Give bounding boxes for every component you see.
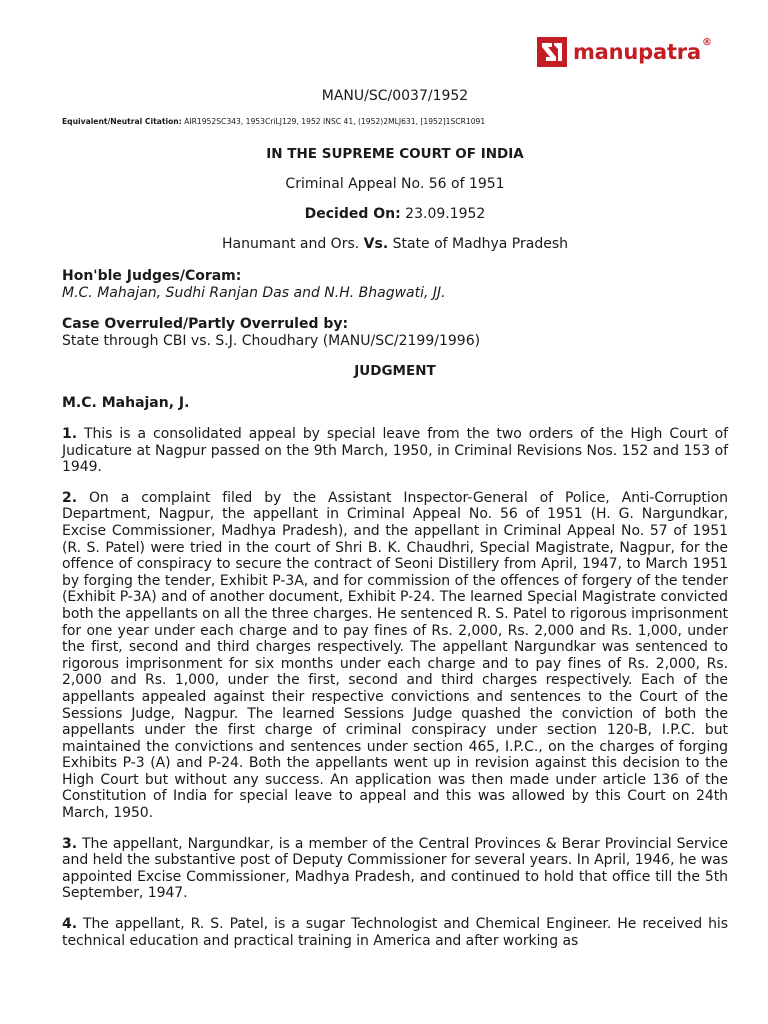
judgment-heading: JUDGMENT bbox=[354, 363, 436, 379]
document-body bbox=[62, 86, 728, 949]
brand-name: manupatra bbox=[573, 40, 701, 64]
versus: Vs. bbox=[363, 236, 389, 252]
equivalent-citation-label: Equivalent/Neutral Citation: bbox=[62, 117, 182, 126]
registered-mark: ® bbox=[701, 36, 712, 48]
parties bbox=[62, 234, 728, 254]
paragraph-3 bbox=[62, 836, 728, 902]
paragraph-number: 4. bbox=[62, 916, 77, 933]
paragraph-number: 2. bbox=[62, 489, 77, 506]
equivalent-citation-value: AIR1952SC343, 1953CriLJ129, 1952 INSC 41, (1952)2MLJ631, [1952]1SCR1091 bbox=[181, 117, 486, 126]
appeal-number: Criminal Appeal No. 56 of 1951 bbox=[285, 176, 505, 192]
paragraph-number: 1. bbox=[62, 426, 77, 442]
paragraph-text: On a complaint filed by the Assistant Inspector-General of Police, Anti-Corruption Department, Nagpur, the appellant in Criminal Appeal No. 56 of 1951 (H. G. Nargundkar, Excise Commissioner, Madhya Pradesh), and the appellant in Criminal Appeal No. 57 of 1951 (R. S. Patel) were tried in the court of Shri B. K. Chaudhri, Special Magistrate, Nagpur, for the offence of conspiracy to secure the contract of Seoni Distillery from April, 1947, to March 1951 by forging the tender, Exhibit P-3A, and for commission of the offences of forgery of the tender (Exhibit P-3A) and of another document, Exhibit P-24. The learned Special Magistrate convicted both the appellants on all the three charges. He sentenced R. S. Patel to rigorous imprisonment for one year under each charge and to pay fines of Rs. 2,000, Rs. 2,000 and Rs. 1,000, under the first, second and third charges respectively. The appellant Nargundkar was sentenced to rigorous imprisonment for six months under each charge and to pay fines of Rs. 2,000, Rs. 2,000 and Rs. 1,000, under the first, second and third charges respectively. Each of the appellants appealed against their respective convictions and sentences to the Court of the Sessions Judge, Nagpur. The learned Sessions Judge quashed the conviction of both the appellants under the first charge of criminal conspiracy under section 120-B, I.P.C. but maintained the convictions and sentences under section 465, I.P.C., on the charges of forging Exhibits P-3 (A) and P-24. Both the appellants went up in revision against this decision to the High Court but without any success. An application was then made under article 136 of the Constitution of India for special leave to appeal and this was allowed by this Court on 24th March, 1950. bbox=[62, 489, 728, 822]
decided-on-label: Decided On: bbox=[304, 206, 401, 222]
paragraph-text: The appellant, R. S. Patel, is a sugar Technologist and Chemical Engineer. He received his technical education and practical training in America and after working as bbox=[62, 916, 728, 949]
court-name: IN THE SUPREME COURT OF INDIA bbox=[266, 146, 524, 162]
manupatra-logo bbox=[537, 37, 712, 67]
paragraph-text: The appellant, Nargundkar, is a member of the Central Provinces & Berar Provincial Service and held the substantive post of Deputy Commissioner for several years. In April, 1946, he was appointed Excise Commissioner, Madhya Pradesh, and continued to hold that office till the 5th September, 1947. bbox=[62, 835, 728, 902]
paragraph-2 bbox=[62, 490, 728, 822]
overruled-case: State through CBI vs. S.J. Choudhary (MANU/SC/2199/1996) bbox=[62, 333, 481, 349]
paragraph-number: 3. bbox=[62, 835, 77, 852]
overruled-heading: Case Overruled/Partly Overruled by: bbox=[62, 316, 349, 332]
judges-names: M.C. Mahajan, Sudhi Ranjan Das and N.H. Bhagwati, JJ. bbox=[62, 285, 446, 301]
citation-id: MANU/SC/0037/1952 bbox=[321, 88, 469, 104]
appellant-name: Hanumant and Ors. bbox=[222, 236, 360, 252]
paragraph-text: This is a consolidated appeal by special leave from the two orders of the High Court of Judicature at Nagpur passed on the 9th March, 1950, in Criminal Revisions Nos. 152 and 153 of 1949. bbox=[62, 426, 728, 476]
paragraph-4 bbox=[62, 916, 728, 949]
judgment-author: M.C. Mahajan, J. bbox=[62, 395, 190, 411]
judges-heading: Hon'ble Judges/Coram: bbox=[62, 268, 242, 284]
paragraph-1 bbox=[62, 426, 728, 476]
respondent-name: State of Madhya Pradesh bbox=[392, 236, 568, 252]
decided-on bbox=[62, 204, 728, 224]
manupatra-logo-icon bbox=[537, 37, 567, 67]
equivalent-citation bbox=[62, 116, 728, 128]
decided-on-date: 23.09.1952 bbox=[400, 206, 486, 222]
